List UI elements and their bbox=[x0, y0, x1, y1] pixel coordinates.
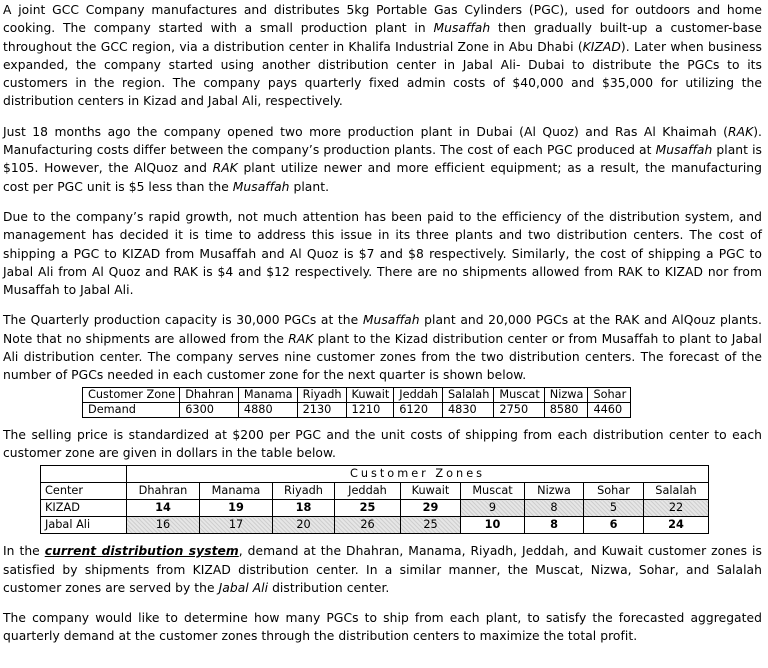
demand-cell: Demand bbox=[83, 402, 180, 417]
cost-cell: 14 bbox=[127, 500, 200, 517]
text-run: plant. bbox=[289, 179, 330, 194]
cost-header-cell: Nizwa bbox=[525, 483, 584, 500]
text-run: ). Later when business expanded, the company started using another distribution center in Jabal Ali- Dubai to distribute the PGCs to its customers in the region. The company pays quarterly fixed admin costs of $40,000 and $35,000 for utilizing the distribution centers in Kizad and Jabal Ali, respectively. bbox=[3, 39, 762, 109]
demand-header-cell: Jeddah bbox=[394, 387, 443, 402]
cost-header-cell: Muscat bbox=[461, 483, 525, 500]
cost-cell-shaded: 25 bbox=[401, 517, 461, 534]
text-run: , demand at the Dhahran, Manama, Riyadh, Jeddah, and Kuwait customer zones is satisfied by shipments from KIZAD distribution center. In a similar manner, the Muscat, Nizwa, Sohar, and Salalah customer zones are served by the bbox=[3, 544, 762, 595]
demand-header-row bbox=[83, 387, 631, 402]
cost-row-label: Jabal Ali bbox=[41, 517, 127, 534]
demand-header-cell: Dhahran bbox=[180, 387, 239, 402]
cost-cell-shaded: 20 bbox=[273, 517, 335, 534]
cost-header-cell: Manama bbox=[200, 483, 273, 500]
paragraph-shipping-costs: Due to the company’s rapid growth, not much attention has been paid to the efficiency of the distribution system, and management has decided it is time to address this issue in its three plants and two distribution centers. The cost of shipping a PGC to KIZAD from Musaffah and Al Quoz is $7 and $8 respectively. Similarly, the cost of shipping a PGC to Jabal Ali from Al Quoz and RAK is $4 and $12 respectively. There are no shipments allowed from RAK to KIZAD nor from Musaffah to Jabal Ali. bbox=[3, 209, 762, 298]
cost-cell-shaded: 9 bbox=[461, 500, 525, 517]
italic-rak: RAK bbox=[288, 331, 314, 346]
cost-cell: 8 bbox=[525, 517, 584, 534]
italic-rak: RAK bbox=[212, 161, 238, 176]
demand-header-cell: Kuwait bbox=[346, 387, 394, 402]
text-run: The Quarterly production capacity is 30,000 PGCs at the bbox=[3, 313, 363, 328]
cost-cell-shaded: 8 bbox=[525, 500, 584, 517]
cost-cell: 25 bbox=[335, 500, 401, 517]
demand-header-cell: Customer Zone bbox=[83, 387, 180, 402]
demand-header-cell: Muscat bbox=[494, 387, 544, 402]
italic-musaffah: Musaffah bbox=[433, 21, 491, 36]
italic-rak: RAK bbox=[728, 124, 754, 139]
italic-musaffah: Musaffah bbox=[655, 143, 713, 158]
cost-corner-cell bbox=[41, 466, 127, 483]
text-run: In the bbox=[3, 544, 45, 559]
cost-header-row bbox=[41, 483, 709, 500]
text-run: A joint GCC Company manufactures and distributes 5kg Portable Gas Cylinders (PGC), used for outdoors and home cooking. The company started with a small production plant in bbox=[3, 3, 762, 36]
paragraph-intro bbox=[3, 1, 762, 111]
cost-header-cell: Sohar bbox=[584, 483, 644, 500]
text-run: distribution center. bbox=[268, 580, 390, 595]
text-run: then gradually built-up a customer-base throughout the GCC region, via a distribution center in Khalifa Industrial Zone in Abu Dhabi ( bbox=[3, 21, 762, 54]
cost-row-kizad bbox=[41, 500, 709, 517]
cost-cell-shaded: 16 bbox=[127, 517, 200, 534]
cost-cell: 19 bbox=[200, 500, 273, 517]
cost-cell-shaded: 5 bbox=[584, 500, 644, 517]
cost-header-cell: Riyadh bbox=[273, 483, 335, 500]
cost-header-cell: Center bbox=[41, 483, 127, 500]
demand-header-cell: Salalah bbox=[443, 387, 494, 402]
demand-cell: 6300 bbox=[180, 402, 239, 417]
paragraph-current-system bbox=[3, 542, 762, 597]
text-run: plant is $105. However, the AlQuoz and bbox=[3, 143, 762, 176]
italic-jabal-ali: Jabal Ali bbox=[218, 580, 269, 595]
demand-cell: 2750 bbox=[494, 402, 544, 417]
cost-header-cell: Salalah bbox=[644, 483, 709, 500]
demand-table bbox=[82, 387, 631, 418]
text-run: Just 18 months ago the company opened two more production plant in Dubai (Al Quoz) and Ras Al Khaimah ( bbox=[3, 124, 729, 139]
demand-cell: 1210 bbox=[346, 402, 394, 417]
cost-cell: 24 bbox=[644, 517, 709, 534]
cost-cell: 6 bbox=[584, 517, 644, 534]
cost-header-cell: Kuwait bbox=[401, 483, 461, 500]
text-run: plant and 20,000 PGCs at the RAK and AlQouz plants. Note that no shipments are allowed from the bbox=[3, 313, 762, 346]
paragraph-capacity bbox=[3, 311, 762, 384]
demand-cell: 4460 bbox=[588, 402, 631, 417]
cost-cell: 18 bbox=[273, 500, 335, 517]
shipping-cost-table bbox=[40, 465, 709, 534]
cost-cell-shaded: 17 bbox=[200, 517, 273, 534]
cost-row-label: KIZAD bbox=[41, 500, 127, 517]
demand-cell: 4830 bbox=[443, 402, 494, 417]
italic-kizad: KIZAD bbox=[582, 39, 621, 54]
cost-header-cell: Jeddah bbox=[335, 483, 401, 500]
italic-musaffah: Musaffah bbox=[232, 179, 290, 194]
italic-musaffah: Musaffah bbox=[362, 313, 420, 328]
paragraph-new-plants bbox=[3, 123, 762, 196]
emphasis-current-distribution-system: current distribution system bbox=[44, 544, 239, 559]
demand-header-cell: Sohar bbox=[588, 387, 631, 402]
demand-cell: 2130 bbox=[297, 402, 346, 417]
customer-zones-title: Customer Zones bbox=[127, 466, 709, 483]
paragraph-objective: The company would like to determine how many PGCs to ship from each plant, to satisfy the forecasted aggregated quarterly demand at the customer zones through the distribution centers to maximize the total profit. bbox=[3, 611, 762, 644]
cost-row-jabal-ali bbox=[41, 517, 709, 534]
text-run: plant utilize newer and more efficient equipment; as a result, the manufacturing cost per PGC unit is $5 less than the bbox=[3, 161, 763, 194]
cost-cell-shaded: 26 bbox=[335, 517, 401, 534]
text-run: ). Manufacturing costs differ between the company’s production plants. The cost of each PGC produced at bbox=[3, 124, 762, 158]
cost-cell: 10 bbox=[461, 517, 525, 534]
demand-header-cell: Manama bbox=[238, 387, 297, 402]
cost-cell-shaded: 22 bbox=[644, 500, 709, 517]
paragraph-selling-price: The selling price is standardized at $200 per PGC and the unit costs of shipping from each distribution center to each customer zone are given in dollars in the table below. bbox=[3, 427, 762, 460]
demand-cell: 4880 bbox=[238, 402, 297, 417]
cost-header-cell: Dhahran bbox=[127, 483, 200, 500]
demand-cell: 6120 bbox=[394, 402, 443, 417]
cost-cell: 29 bbox=[401, 500, 461, 517]
demand-header-cell: Riyadh bbox=[297, 387, 346, 402]
demand-header-cell: Nizwa bbox=[544, 387, 588, 402]
text-run: plant to the Kizad distribution center or from Musaffah to plant to Jabal Ali distribution center. The company serves nine customer zones from the two distribution centers. The forecast of the number of PGCs needed in each customer zone for the next quarter is shown below. bbox=[3, 331, 762, 383]
cost-title-row bbox=[41, 466, 709, 483]
demand-value-row bbox=[83, 402, 631, 417]
demand-cell: 8580 bbox=[544, 402, 588, 417]
